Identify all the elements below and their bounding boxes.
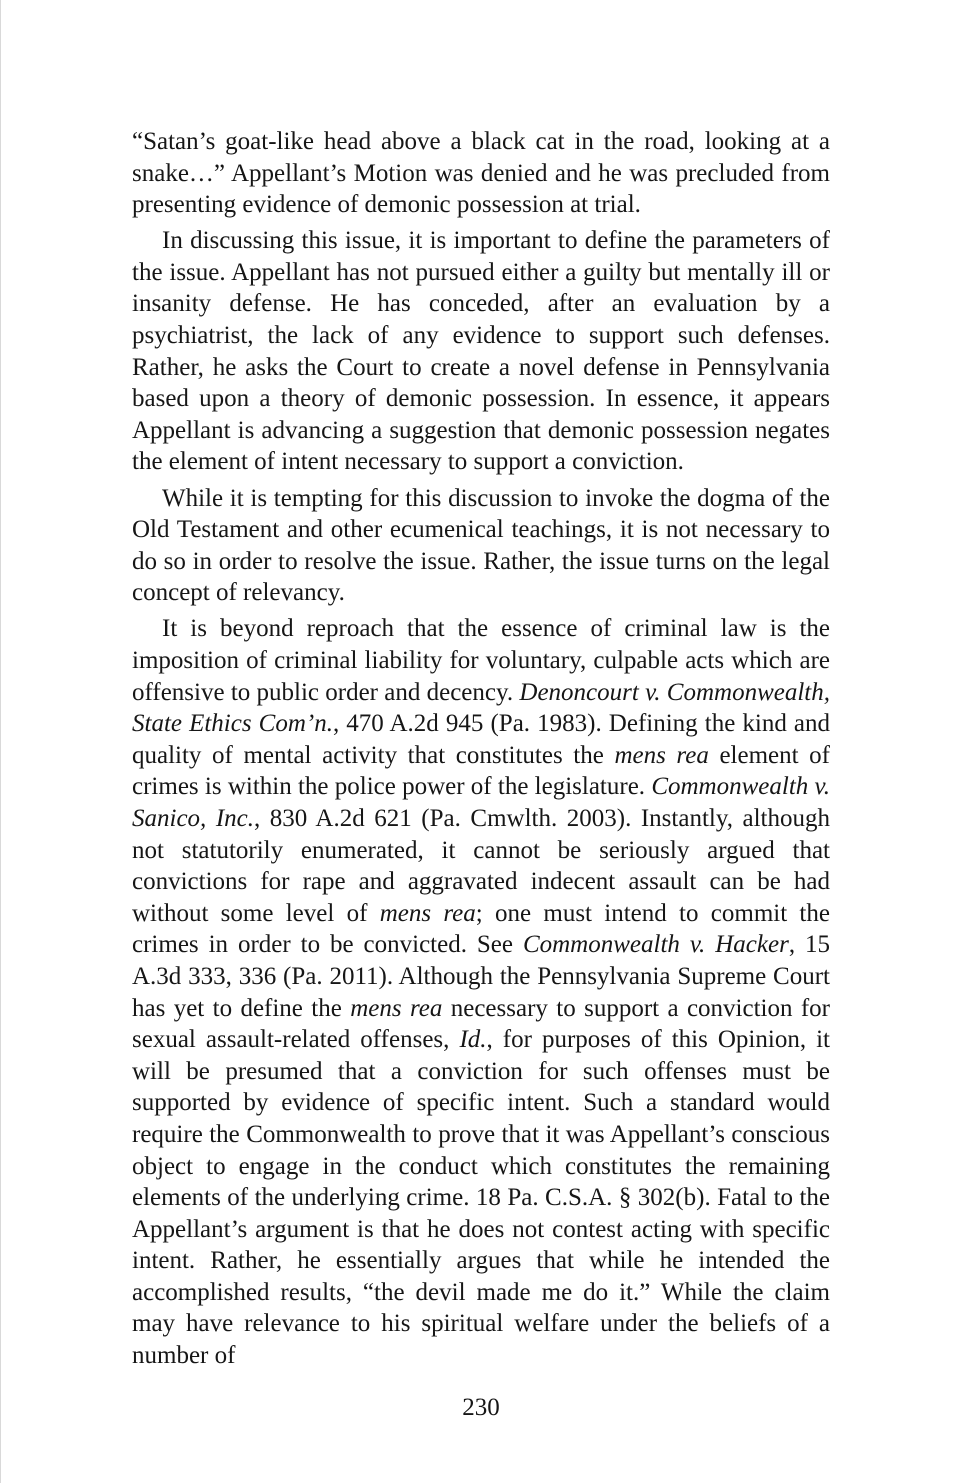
paragraph-text: “Satan’s goat-like head above a black cat in the road, looking at a snake…” Appellant’s Motion was denied and he was precluded from presenting evidence of demonic possession at trial.: [132, 128, 830, 219]
page-number: 230: [462, 1394, 500, 1421]
paragraph-text: , 15 A.3d 333, 336 (Pa. 2011). Although the Pennsylvania Supreme Court has yet to define the: [132, 931, 830, 1022]
paragraph: [132, 225, 830, 478]
paragraph: [132, 126, 830, 221]
paragraph-text: , 470 A.2d 945 (Pa. 1983). Defining the kind and quality of mental activity that constitutes the: [132, 710, 830, 769]
italic-citation-text: mens rea: [379, 899, 476, 927]
paragraph-text: While it is tempting for this discussion to invoke the dogma of the Old Testament and other ecumenical teachings, it is not necessary to do so in order to resolve the issue. Rather, the issue turns on the legal concept of relevancy.: [132, 484, 830, 607]
paragraph-text: , for purposes of this Opinion, it will be presumed that a conviction for such offenses must be supported by evidence of specific intent. Such a standard would require the Commonwealth to prove that it was Appellant’s conscious object to engage in the conduct which constitutes the remaining elements of the underlying crime. 18 Pa. C.S.A. § 302(b). Fatal to the Appellant’s argument is that he does not contest acting with specific intent. Rather, he essentially argues that while he intended the accomplished results, “the devil made me do it.” While the claim may have relevance to his spiritual welfare under the beliefs of a number of: [132, 1026, 830, 1370]
italic-citation-text: Commonwealth v. Hacker: [522, 931, 789, 959]
paragraph-text: It is beyond reproach that the essence of criminal law is the imposition of criminal liability for voluntary, culpable acts which are offensive to public order and decency.: [132, 615, 830, 706]
italic-citation-text: Denoncourt v. Commonwealth, State Ethics Com’n.: [132, 678, 831, 738]
italic-citation-text: mens rea: [350, 994, 443, 1022]
italic-citation-text: mens rea: [614, 741, 709, 769]
italic-citation-text: Commonwealth v. Sanico, Inc.: [132, 773, 830, 832]
paragraph-text: In discussing this issue, it is important to define the parameters of the issue. Appellant has not pursued either a guilty but mentally ill or insanity defense. He has conceded, after an evaluation by a psychiatrist, the lack of any evidence to support such defenses. Rather, he asks the Court to create a novel defense in Pennsylvania based upon a theory of demonic possession. In essence, it appears Appellant is advancing a suggestion that demonic possession negates the element of intent necessary to support a conviction.: [132, 227, 830, 476]
body-text: [132, 126, 830, 1372]
paragraph: [132, 483, 830, 609]
paragraph-text: , 830 A.2d 621 (Pa. Cmwlth. 2003). Instantly, although not statutorily enumerated, it cannot be seriously argued that convictions for rape and aggravated indecent assault can be had without some level of: [132, 804, 830, 927]
paragraph-text: ; one must intend to commit the crimes in order to be convicted. See: [132, 899, 830, 959]
paragraph: [132, 613, 830, 1371]
italic-citation-text: Id.: [459, 1026, 487, 1054]
paragraph-text: necessary to support a conviction for sexual assault-related offenses,: [132, 994, 830, 1054]
paragraph-text: element of crimes is within the police power of the legislature.: [132, 741, 831, 801]
